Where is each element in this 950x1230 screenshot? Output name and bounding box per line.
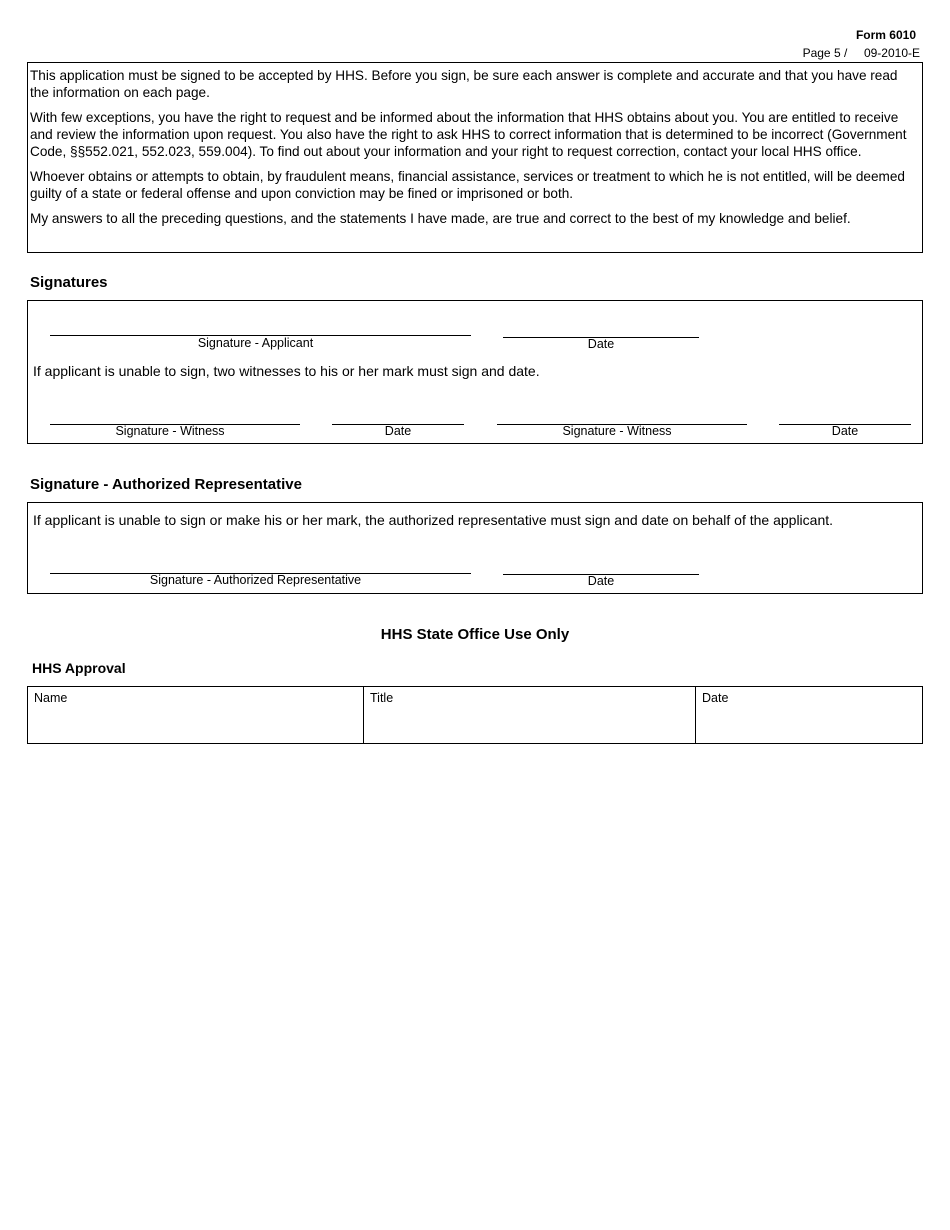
authorized-rep-signature-label: Signature - Authorized Representative <box>149 573 362 587</box>
approval-name-label: Name <box>34 691 68 705</box>
attestation-box <box>27 62 923 253</box>
witness-2-signature-label: Signature - Witness <box>562 424 672 438</box>
approval-date-label: Date <box>702 691 729 705</box>
approval-table <box>27 686 923 744</box>
approval-title-label: Title <box>370 691 394 705</box>
authorized-rep-box <box>27 502 923 594</box>
applicant-date-label: Date <box>587 337 615 351</box>
approval-name-cell[interactable] <box>28 687 363 743</box>
page-info: Page 5 / 09-2010-E <box>802 46 920 60</box>
attestation-paragraph: With few exceptions, you have the right to request and be informed about the information that HHS obtains about you. You are entitled to receive and review the information upon request. You also have the right to ask HHS to correct information that is determined to be incorrect (Government Code, §§552.021, 552.023, 559.004). To find out about your information and your right to request correction, contact your local HHS office. <box>30 110 907 159</box>
approval-date-cell[interactable] <box>695 687 922 743</box>
approval-title: HHS Approval <box>32 660 126 676</box>
signatures-title: Signatures <box>30 274 108 291</box>
signatures-box <box>27 300 923 444</box>
witness-note: If applicant is unable to sign, two witnesses to his or her mark must sign and date. <box>33 363 540 379</box>
form-number: Form 6010 <box>855 28 916 42</box>
applicant-signature-label: Signature - Applicant <box>197 336 314 350</box>
witness-1-signature-label: Signature - Witness <box>115 424 225 438</box>
approval-title-cell[interactable] <box>363 687 695 743</box>
attestation-paragraph: Whoever obtains or attempts to obtain, by fraudulent means, financial assistance, services or treatment to which he is not entitled, will be deemed guilty of a state or federal offense and upon conviction may be fined or imprisoned or both. <box>30 169 905 201</box>
authorized-rep-note: If applicant is unable to sign or make his or her mark, the authorized representative must sign and date on behalf of the applicant. <box>33 512 834 528</box>
attestation-paragraph: My answers to all the preceding questions, and the statements I have made, are true and correct to the best of my knowledge and belief. <box>30 211 851 226</box>
authorized-rep-date-label: Date <box>587 574 615 588</box>
attestation-paragraph: This application must be signed to be accepted by HHS. Before you sign, be sure each answer is complete and accurate and that you have read the information on each page. <box>30 68 898 100</box>
authorized-rep-title: Signature - Authorized Representative <box>30 476 302 493</box>
witness-2-date-label: Date <box>831 424 859 438</box>
office-use-title: HHS State Office Use Only <box>380 626 570 643</box>
witness-1-date-label: Date <box>384 424 412 438</box>
